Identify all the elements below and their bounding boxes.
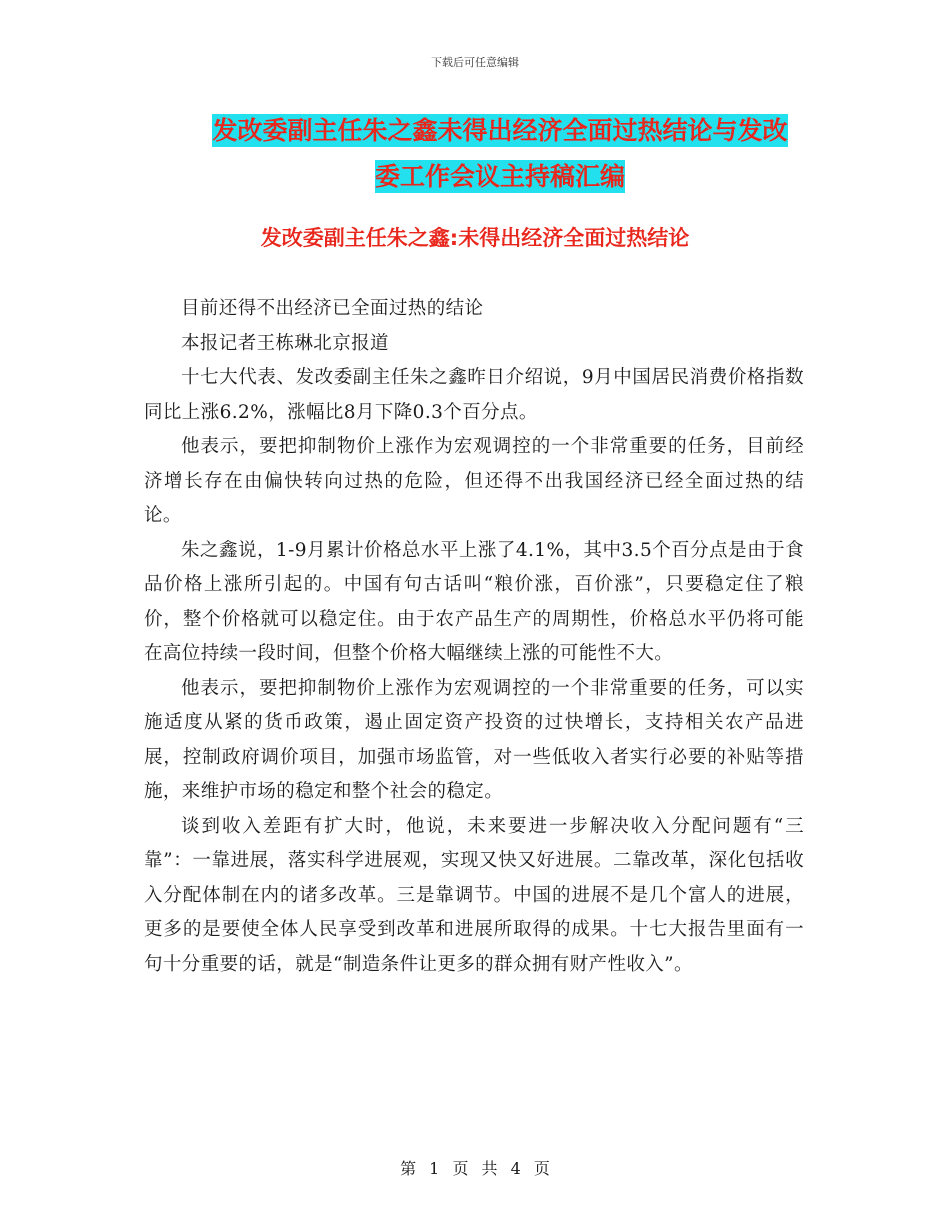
- article-paragraph: 本报记者王栋琳北京报道: [181, 332, 389, 354]
- article-paragraph: 朱之鑫说，1-9月累计价格总水平上涨了4.1%，其中3.5个百分点是由于食品价格上涨所引起的。中国有句古话叫“粮价涨，百价涨”，只要稳定住了粮价，整个价格就可以稳定住。由于农产品生产的周期性，价格总水平仍将可能在高位持续一段时间，但整个价格大幅继续上涨的可能性不大。: [144, 539, 804, 664]
- article-paragraph: 谈到收入差距有扩大时，他说，未来要进一步解决收入分配问题有“三靠”：一靠进展，落实科学进展观，实现又快又好进展。二靠改革，深化包括收入分配体制在内的诸多改革。三是靠调节。中国的进展不是几个富人的进展，更多的是要使全体人民享受到改革和进展所取得的成果。十七大报告里面有一句十分重要的话，就是“制造条件让更多的群众拥有财产性收入”。: [144, 815, 804, 975]
- article-paragraph: 十七大代表、发改委副主任朱之鑫昨日介绍说，9月中国居民消费价格指数同比上涨6.2%，涨幅比8月下降0.3个百分点。: [144, 367, 804, 423]
- document-title: [140, 108, 860, 200]
- document-title-line-2: 委工作会议主持稿汇编: [374, 162, 625, 191]
- article-body: [144, 292, 804, 982]
- article-subtitle: 发改委副主任朱之鑫:未得出经济全面过热结论: [260, 226, 690, 250]
- article-paragraph: 他表示，要把抑制物价上涨作为宏观调控的一个非常重要的任务，目前经济增长存在由偏快转向过热的危险，但还得不出我国经济已经全面过热的结论。: [144, 436, 804, 526]
- article-paragraph: 他表示，要把抑制物价上涨作为宏观调控的一个非常重要的任务，可以实施适度从紧的货币政策，遏止固定资产投资的过快增长，支持相关农产品进展，控制政府调价项目，加强市场监管，对一些低收入者实行必要的补贴等措施，来维护市场的稳定和整个社会的稳定。: [144, 677, 804, 802]
- header-note: 下载后可任意编辑: [431, 56, 519, 69]
- document-title-line-1: 发改委副主任朱之鑫未得出经济全面过热结论与发改: [212, 116, 788, 145]
- article-paragraph: 目前还得不出经济已全面过热的结论: [181, 298, 484, 319]
- page-number-footer: 第 1 页 共 4 页: [400, 1159, 550, 1178]
